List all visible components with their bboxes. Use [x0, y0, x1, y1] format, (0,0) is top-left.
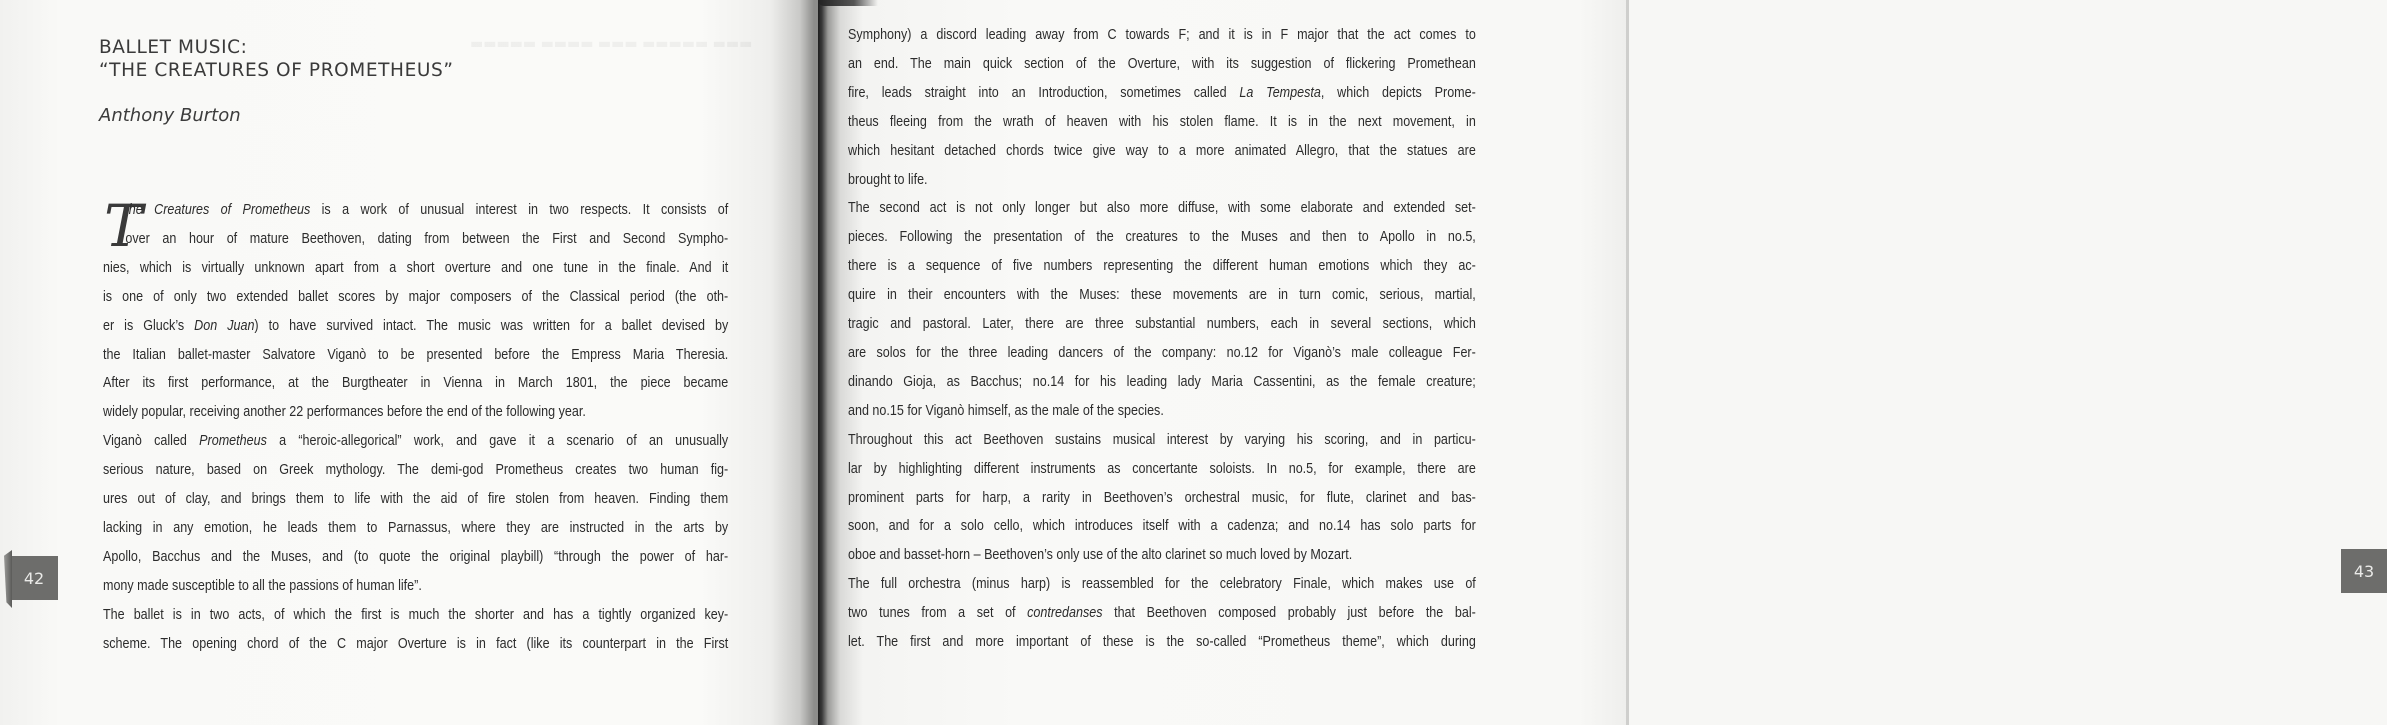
text-line: [848, 50, 1476, 79]
text-line: [103, 398, 728, 427]
text-line: [103, 225, 728, 254]
text-run: soon, and for a solo cello, which introduces itself with a cadenza; and no.14 has solo parts for: [848, 518, 1476, 535]
text-line: [103, 572, 728, 601]
left-page: [0, 0, 818, 725]
text-run: After its first performance, at the Burgtheater in Vienna in March 1801, the piece became: [103, 375, 729, 392]
page-number-tab: [10, 556, 58, 600]
text-line: [848, 79, 1476, 108]
text-run: is one of only two extended ballet scores by major composers of the Classical period (the oth-: [103, 288, 729, 305]
text-line: [103, 514, 728, 543]
text-line: [103, 196, 728, 225]
text-run: dinando Gioja, as Bacchus; no.14 for his leading lady Maria Cassentini, as the female creature;: [848, 373, 1476, 390]
author-name: Anthony Burton: [99, 105, 241, 126]
italic-title: contredanses: [1027, 605, 1103, 622]
text-line: [848, 599, 1476, 628]
text-run: lacking in any emotion, he leads them to Parnassus, where they are instructed in the arts by: [103, 519, 729, 536]
page-number-tab: [2341, 549, 2387, 593]
text-line: [848, 194, 1476, 223]
text-run: serious nature, based on Greek mythology. The demi-god Prometheus creates two human fig-: [103, 462, 729, 479]
text-line: [103, 369, 728, 398]
text-run: that Beethoven composed probably just before the bal-: [1102, 605, 1476, 622]
text-line: [848, 628, 1476, 657]
text-run: nies, which is virtually unknown apart from a short overture and one tune in the finale. And it: [103, 259, 729, 276]
text-run: Viganò called: [103, 433, 200, 450]
text-run: theus fleeing from the wrath of heaven with his stolen flame. It is in the next movement, in: [848, 113, 1476, 130]
book-spine: [818, 0, 878, 6]
text-line: [848, 137, 1476, 166]
text-run: lar by highlighting different instruments as concertante soloists. In no.5, for example, there are: [848, 460, 1476, 477]
italic-title: Prometheus: [199, 433, 267, 450]
text-run: over an hour of mature Beethoven, dating from between the First and Second Sympho-: [125, 230, 729, 247]
text-line: [848, 252, 1476, 281]
text-run: two tunes from a set of: [848, 605, 1028, 622]
text-line: [103, 601, 728, 630]
text-line: [103, 254, 728, 283]
text-run: ) to have survived intact. The music was written for a ballet devised by: [254, 317, 729, 334]
text-run: tragic and pastoral. Later, there are three substantial numbers, each in several sections, which: [848, 316, 1476, 333]
text-line: [848, 108, 1476, 137]
bleed-through-texture: ▬▬▬ ▬▬▬▬▬ ▬▬▬ ▬▬▬▬ ▬▬▬▬▬: [470, 36, 753, 52]
text-run: which hesitant detached chords twice give way to a more animated Allegro, that the statues are: [848, 142, 1476, 159]
text-run: Apollo, Bacchus and the Muses, and (to quote the original playbill) “through the power of har-: [103, 548, 729, 565]
italic-title: La Tempesta: [1239, 84, 1321, 101]
page-number: 42: [23, 568, 45, 588]
text-run: an end. The main quick section of the Overture, with its suggestion of flickering Promethean: [848, 55, 1476, 72]
text-line: [848, 455, 1476, 484]
text-run: fire, leads straight into an Introduction, sometimes called: [848, 84, 1240, 101]
text-line: [103, 312, 728, 341]
text-line: [848, 339, 1476, 368]
text-line: [103, 485, 728, 514]
text-line: [103, 630, 728, 659]
text-run: The full orchestra (minus harp) is reassembled for the celebratory Finale, which makes use of: [848, 576, 1476, 593]
italic-title: he Creatures of Prometheus: [128, 202, 311, 218]
article-heading: [99, 36, 454, 82]
text-line: [848, 310, 1476, 339]
left-body-text: [103, 192, 729, 659]
heading-line-2: “THE CREATURES OF PROMETHEUS”: [99, 60, 454, 81]
text-run: and no.15 for Viganò himself, as the male of the species.: [848, 402, 1164, 419]
text-run: scheme. The opening chord of the C major Overture is in fact (like its counterpart in the First: [103, 635, 729, 652]
text-run: quire in their encounters with the Muses: these movements are in turn comic, serious, martial,: [848, 287, 1476, 304]
text-line: [848, 281, 1476, 310]
text-line: [848, 21, 1476, 50]
text-line: [848, 426, 1476, 455]
page-edge: [1626, 0, 1629, 725]
right-body-text: [848, 21, 1476, 657]
text-run: Throughout this act Beethoven sustains musical interest by varying his scoring, and in particu-: [848, 431, 1476, 448]
text-run: The ballet is in two acts, of which the first is much the shorter and has a tightly organized key-: [103, 606, 729, 623]
text-run: , which depicts Prome-: [1320, 84, 1476, 101]
text-run: widely popular, receiving another 22 performances before the end of the following year.: [103, 404, 586, 421]
heading-line-1: BALLET MUSIC:: [99, 37, 248, 58]
text-run: are solos for the three leading dancers of the company: no.12 for Viganò’s male colleague Fer-: [848, 344, 1476, 361]
text-run: is a work of unusual interest in two respects. It consists of: [310, 202, 729, 218]
text-line: [848, 512, 1476, 541]
text-run: ures out of clay, and brings them to life with the aid of fire stolen from heaven. Finding them: [103, 491, 729, 508]
page-number: 43: [2353, 561, 2375, 581]
text-line: [848, 541, 1476, 570]
text-line: [848, 223, 1476, 252]
text-run: mony made susceptible to all the passions of human life”.: [103, 577, 422, 594]
text-run: brought to life.: [848, 171, 928, 188]
text-line: [848, 484, 1476, 513]
drop-cap: T: [104, 192, 143, 260]
text-run: the Italian ballet-master Salvatore Viganò to be presented before the Empress Maria Theresia.: [103, 346, 729, 363]
right-page: [818, 0, 2375, 725]
text-line: [848, 570, 1476, 599]
text-line: [103, 341, 728, 370]
text-line: [848, 166, 1476, 195]
text-run: Symphony) a discord leading away from C towards F; and it is in F major that the act comes to: [848, 27, 1476, 43]
text-line: [103, 456, 728, 485]
text-run: prominent parts for harp, a rarity in Beethoven’s orchestral music, for flute, clarinet and bas-: [848, 489, 1476, 506]
text-run: a “heroic-allegorical” work, and gave it a scenario of an unusually: [266, 433, 729, 450]
text-line: [103, 543, 728, 572]
text-run: er is Gluck’s: [103, 317, 195, 334]
text-line: [103, 283, 728, 312]
text-run: oboe and basset-horn – Beethoven’s only use of the alto clarinet so much loved by Mozart.: [848, 547, 1353, 564]
text-line: [848, 397, 1476, 426]
text-run: there is a sequence of five numbers representing the different human emotions which they ac-: [848, 258, 1476, 275]
italic-title: Don Juan: [194, 317, 255, 334]
text-run: pieces. Following the presentation of the creatures to the Muses and then to Apollo in no.5,: [848, 229, 1476, 246]
text-line: [103, 427, 728, 456]
text-line: [848, 368, 1476, 397]
text-run: The second act is not only longer but also more diffuse, with some elaborate and extended set-: [848, 200, 1476, 217]
text-run: let. The first and more important of these is the so-called “Prometheus theme”, which during: [848, 634, 1476, 651]
